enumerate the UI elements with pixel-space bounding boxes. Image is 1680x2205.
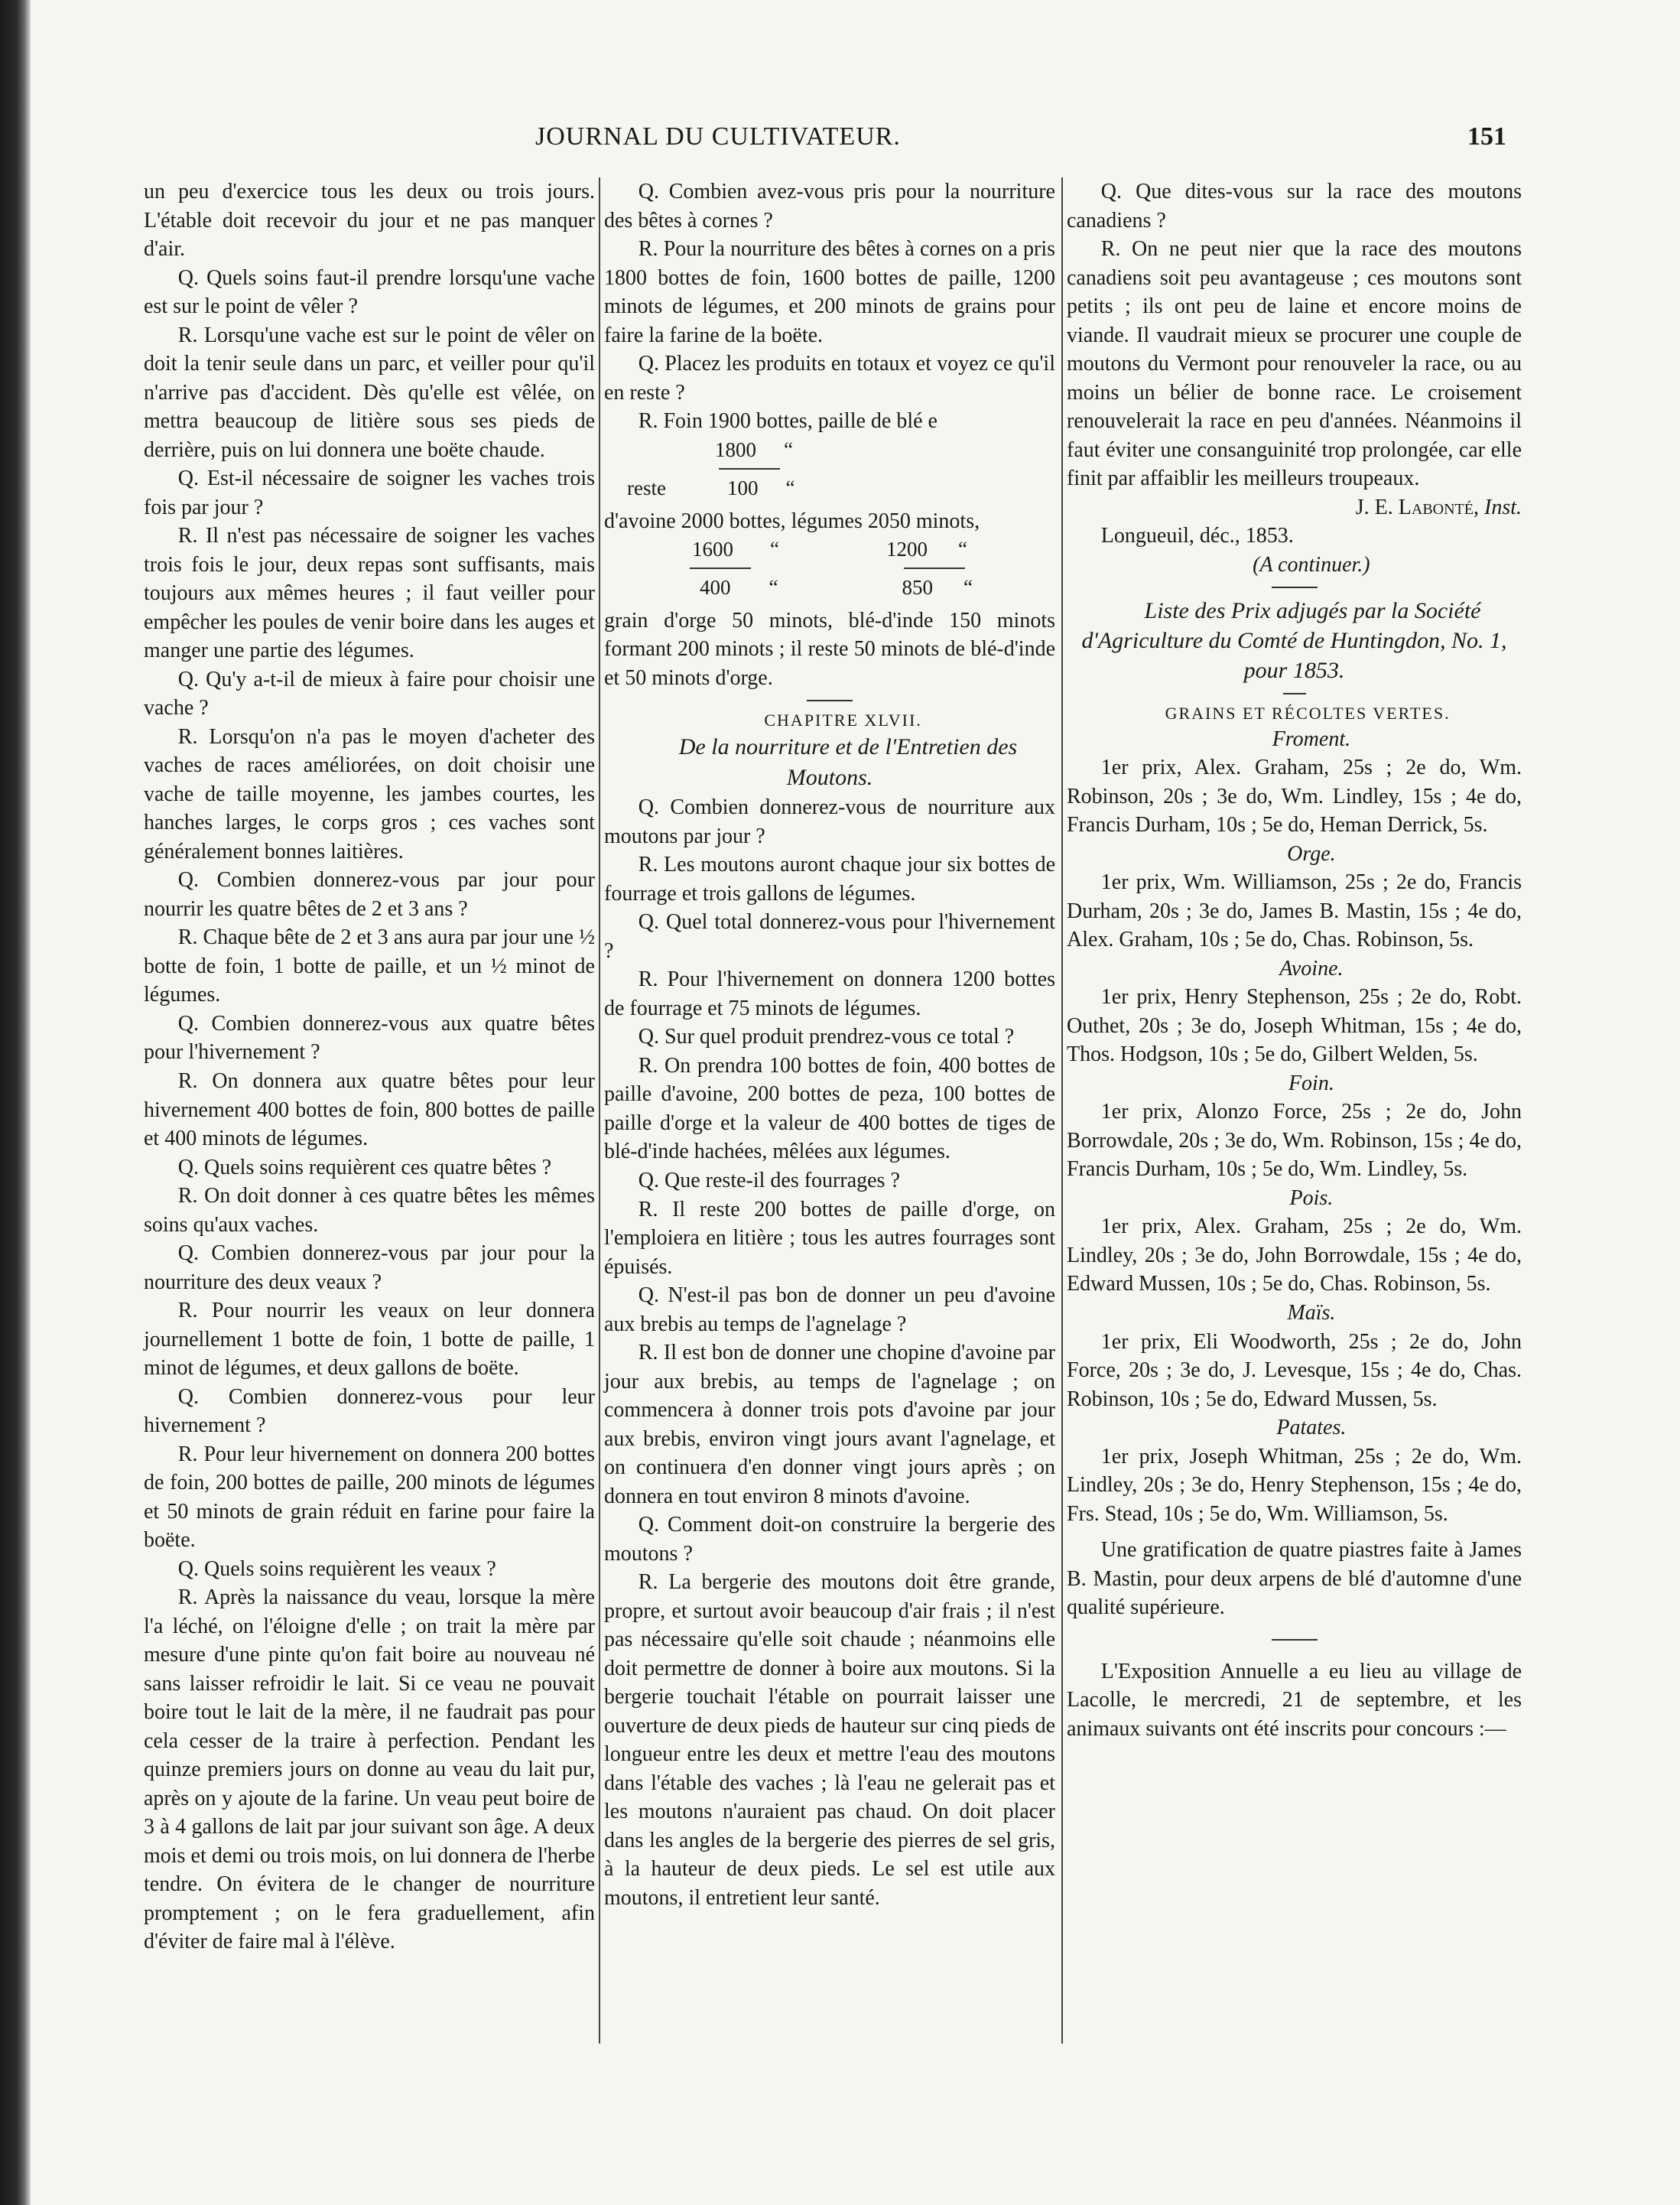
ditto-mark: “ [770,538,779,561]
prize-entry: 1er prix, Alonzo Force, 25s ; 2e do, John Borrowdale, 20s ; 3e do, Wm. Robinson, 15s ; 4e do, Francis Durham, 10s ; 5e do, Wm. Lindley, 5s. [1067,1100,1522,1182]
answer: R. Pour l'hivernement on donnera 1200 bottes de fourrage et 75 minots de légumes. [604,968,1055,1020]
question: Q. N'est-il pas bon de donner un peu d'avoine aux brebis au temps de l'agnelage ? [604,1283,1055,1336]
column-middle [604,177,1055,1912]
crop-heading-patates: Patates. [1276,1416,1347,1440]
answer: R. Il n'est pas nécessaire de soigner les vaches trois fois le jour, deux repas sont suffisants, mais toujours aux mêmes heures ; il faut veiller pour empêcher les poules de venir boire dans les auges et manger une partie des légumes. [144,524,595,663]
answer: R. Après la naissance du veau, lorsque la mère l'a léché, on l'éloigne d'elle ; on trait la mère par mesure d'une pinte qu'on fait boire au nouveau né sans laisser refroidir le lait. Si ce veau ne pouvait boire tout le lait de la mère, il ne faudrait pas pour cela cesser de la traire à perfection. Pendant les quinze premiers jours on donne au veau du lait pur, après on y ajoute de la farine. Un veau peut boire de 3 à 4 gallons de lait par jour suivant son âge. A deux mois et demi ou trois mois, on lui donnera de l'herbe tendre. On évitera de le changer de nourriture promptement ; on le fera graduellement, afin d'éviter de faire mal à l'élève. [144,1585,595,1954]
calc-value: 1600 [692,538,733,561]
question: Q. Que reste-il des fourrages ? [638,1169,900,1192]
page-header [76,122,1506,161]
answer-continued: grain d'orge 50 minots, blé-d'inde 150 minots formant 200 minots ; il reste 50 minots de blé-d'inde et 50 minots d'orge. [604,608,1055,690]
calc-rule [690,568,751,569]
prize-entry: 1er prix, Henry Stephenson, 25s ; 2e do, Robt. Outhet, 20s ; 3e do, Joseph Whitman, 15s ; 4e do, Thos. Hodgson, 10s ; 5e do, Gilbert Welden, 5s. [1067,985,1522,1067]
section-heading: GRAINS ET RÉCOLTES VERTES. [1165,704,1451,724]
crop-heading-orge: Orge. [1287,841,1336,866]
calculation-avoine [604,535,1055,602]
calc-value: 1800 [715,437,756,461]
signature-name: J. E. Labonté, [1355,495,1479,519]
crop-heading-pois: Pois. [1289,1185,1334,1210]
question: Q. Placez les produits en totaux et voyez ce qu'il en reste ? [604,352,1055,405]
question: Q. Que dites-vous sur la race des moutons canadiens ? [1067,180,1522,233]
calc-label: reste [627,476,666,500]
question: Q. Sur quel produit prendrez-vous ce total ? [638,1025,1015,1049]
question: Q. Quels soins requièrent les veaux ? [177,1556,496,1581]
question: Q. Comment doit-on construire la bergerie des moutons ? [604,1513,1055,1566]
book-binding-edge [0,0,31,2205]
question: Q. Combien donnerez-vous de nourriture aux moutons par jour ? [604,795,1055,848]
question: Q. Combien donnerez-vous pour leur hivernement ? [144,1384,595,1438]
question: Q. Combien avez-vous pris pour la nourriture des bêtes à cornes ? [604,180,1055,233]
answer: R. On ne peut nier que la race des moutons canadiens soit peu avantageuse ; ces moutons sont petits ; ils ont peu de laine et encore moins de viande. Il vaudrait mieux se procurer une couple de moutons du Vermont pour renouveler la race, ou au moins un bélier de bonne race. Le croisement renouvelerait la race en peu d'années. Néanmoins il faut éviter une consanguinité trop prolongée, car elle finit par affaiblir les meilleurs troupeaux. [1067,237,1522,491]
answer: R. Pour nourrir les veaux on leur donnera journellement 1 botte de foin, 1 botte de paille, 1 minot de légumes, et deux gallons de boëte. [144,1299,595,1381]
answer: R. Chaque bête de 2 et 3 ans aura par jour une ½ botte de foin, 1 botte de paille, et un ½ minot de légumes. [144,925,595,1007]
answer: R. Pour leur hivernement on donnera 200 bottes de foin, 200 bottes de paille, 200 minots de légumes et 50 minots de grain réduit en farine pour faire la boëte. [144,1442,595,1553]
calc-rule [719,468,780,470]
calc-value: 1200 [885,538,928,561]
answer: R. On prendra 100 bottes de foin, 400 bottes de paille d'avoine, 200 bottes de peza, 100 bottes de paille d'orge et la valeur de 400 bottes de tiges de blé-d'inde hachées, mêlées aux légumes. [604,1053,1055,1164]
answer: R. Lorsqu'on n'a pas le moyen d'acheter des vaches de races améliorées, on doit choisir une vache de taille moyenne, les jambes courtes, les hanches larges, le corps gros ; ces vaches sont généralement bonnes laitières. [144,724,595,863]
place-date: Longueuil, déc., 1853. [1100,524,1294,548]
calculation-foin [604,436,1055,502]
gratification-note: Une gratification de quatre piastres faite à James B. Mastin, pour deux arpens de blé d'automne d'une qualité supérieure. [1067,1538,1522,1620]
to-be-continued: (A continuer.) [1253,552,1370,577]
separator-rule [807,700,853,701]
question: Q. Combien donnerez-vous par jour pour la nourriture des deux veaux ? [144,1241,595,1294]
answer: R. Les moutons auront chaque jour six bottes de fourrage et trois gallons de légumes. [604,853,1055,906]
chapter-title: De la nourriture et de l'Entretien des Moutons. [678,733,1018,791]
paragraph: un peu d'exercice tous les deux ou trois jours. L'étable doit recevoir du jour et ne pas manquer d'air. [144,180,595,262]
answer: R. Foin 1900 bottes, paille de blé e [638,409,937,434]
answer: R. Il reste 200 bottes de paille d'orge, on l'emploiera en litière ; tous les autres fourrages sont épuisés. [604,1197,1055,1279]
ditto-mark: “ [957,538,967,561]
answer: R. Lorsqu'une vache est sur le point de vêler on doit la tenir seule dans un parc, et veiller pour qu'il n'arrive pas d'accident. Dès qu'elle est vêlée, on mettra beaucoup de litière sous ses pieds de derrière, puis on lui donnera une boëte chaude. [144,323,595,462]
prize-entry: 1er prix, Wm. Williamson, 25s ; 2e do, Francis Durham, 20s ; 3e do, James B. Mastin, 15s ; 4e do, Alex. Graham, 10s ; 5e do, Chas. Robinson, 5s. [1067,870,1522,952]
calc-value: 400 [700,576,731,600]
question: Q. Est-il nécessaire de soigner les vaches trois fois par jour ? [144,467,595,519]
prize-entry: 1er prix, Alex. Graham, 25s ; 2e do, Wm. Lindley, 20s ; 3e do, John Borrowdale, 15s ; 4e do, Edward Mussen, 10s ; 5e do, Chas. Robinson, 5s. [1067,1215,1522,1296]
prize-list-title: Liste des Prix adjugés par la Société d'Agriculture du Comté de Huntingdon, No. 1, pour 1853. [1081,598,1507,684]
question: Q. Qu'y a-t-il de mieux à faire pour choisir une vache ? [144,667,595,720]
crop-heading-froment: Froment. [1272,727,1351,751]
column-divider [1061,177,1063,2044]
question: Q. Combien donnerez-vous aux quatre bêtes pour l'hivernement ? [144,1011,595,1065]
ditto-mark: “ [784,437,793,461]
signature [1067,493,1522,522]
answer-continued: d'avoine 2000 bottes, légumes 2050 minots, [604,509,980,533]
ditto-mark: “ [769,576,778,600]
separator-rule [1272,1639,1318,1641]
answer: R. Il est bon de donner une chopine d'avoine par jour aux brebis, au temps de l'agnelage ; on commencera à donner trois pots d'avoine par jour aux brebis, environ vingt jours avant l'agnelage, et on continuera d'en donner vingt jours après ; on donnera en tout environ 8 minots d'avoine. [604,1341,1055,1508]
column-left [144,177,595,1956]
column-right [1067,177,1522,1743]
separator-rule [1272,587,1318,588]
page-number: 151 [1467,122,1506,151]
prize-entry: 1er prix, Eli Woodworth, 25s ; 2e do, John Force, 20s ; 3e do, J. Levesque, 15s ; 4e do, Chas. Robinson, 10s ; 5e do, Edward Mussen, 5s. [1067,1329,1522,1411]
prize-entry: 1er prix, Joseph Whitman, 25s ; 2e do, Wm. Lindley, 20s ; 3e do, Henry Stephenson, 15s ; 4e do, Frs. Stead, 10s ; 5e do, Wm. Williamson, 5s. [1067,1444,1522,1526]
question: Q. Quel total donnerez-vous pour l'hivernement ? [604,910,1055,963]
question: Q. Combien donnerez-vous par jour pour nourrir les quatre bêtes de 2 et 3 ans ? [144,868,595,921]
calc-value: 100 [726,476,759,500]
exposition-paragraph: L'Exposition Annuelle a eu lieu au village de Lacolle, le mercredi, 21 de septembre, et les animaux suivants ont été inscrits pour concours :— [1067,1659,1522,1741]
calc-value: 850 [902,576,933,600]
separator-rule [1283,693,1306,694]
crop-heading-foin: Foin. [1288,1071,1334,1095]
running-title: JOURNAL DU CULTIVATEUR. [535,122,901,151]
column-divider [599,177,600,2044]
answer: R. La bergerie des moutons doit être grande, propre, et surtout avoir beaucoup d'air frais ; il n'est pas nécessaire qu'elle soit chaude ; néanmoins elle doit permettre de donner à boire aux moutons. Si la bergerie touchait l'étable on pourrait laisser une ouverture de deux pieds de hauteur sur cinq pieds de longueur entre les deux et mettre l'eau des moutons dans l'étable des vaches ; là l'eau ne gelerait pas et les moutons n'auraient pas chaud. On doit placer dans les angles de la bergerie des pierres de sel gris, à la hauteur de deux pieds. Le sel est utile aux moutons, il entretient leur santé. [604,1570,1055,1910]
chapter-heading: CHAPITRE XLVII. [764,711,922,730]
crop-heading-avoine: Avoine. [1279,956,1344,981]
prize-entry: 1er prix, Alex. Graham, 25s ; 2e do, Wm. Robinson, 20s ; 3e do, Wm. Lindley, 15s ; 4e do, Francis Durham, 10s ; 5e do, Heman Derrick, 5s. [1067,756,1522,837]
question: Q. Quels soins requièrent ces quatre bêtes ? [177,1155,552,1179]
signature-title: Inst. [1484,495,1522,519]
answer: R. On doit donner à ces quatre bêtes les mêmes soins qu'aux vaches. [144,1184,595,1237]
calc-rule [904,568,965,569]
crop-heading-mais: Maïs. [1287,1301,1336,1325]
ditto-mark: “ [963,576,973,600]
answer: R. Pour la nourriture des bêtes à cornes on a pris 1800 bottes de foin, 1600 bottes de paille, 1200 minots de légumes, et 200 minots de grains pour faire la farine de la boëte. [604,237,1055,347]
question: Q. Quels soins faut-il prendre lorsqu'une vache est sur le point de vêler ? [144,265,595,319]
ditto-mark: “ [785,476,795,500]
answer: R. On donnera aux quatre bêtes pour leur hivernement 400 bottes de foin, 800 bottes de paille et 400 minots de légumes. [144,1068,595,1151]
